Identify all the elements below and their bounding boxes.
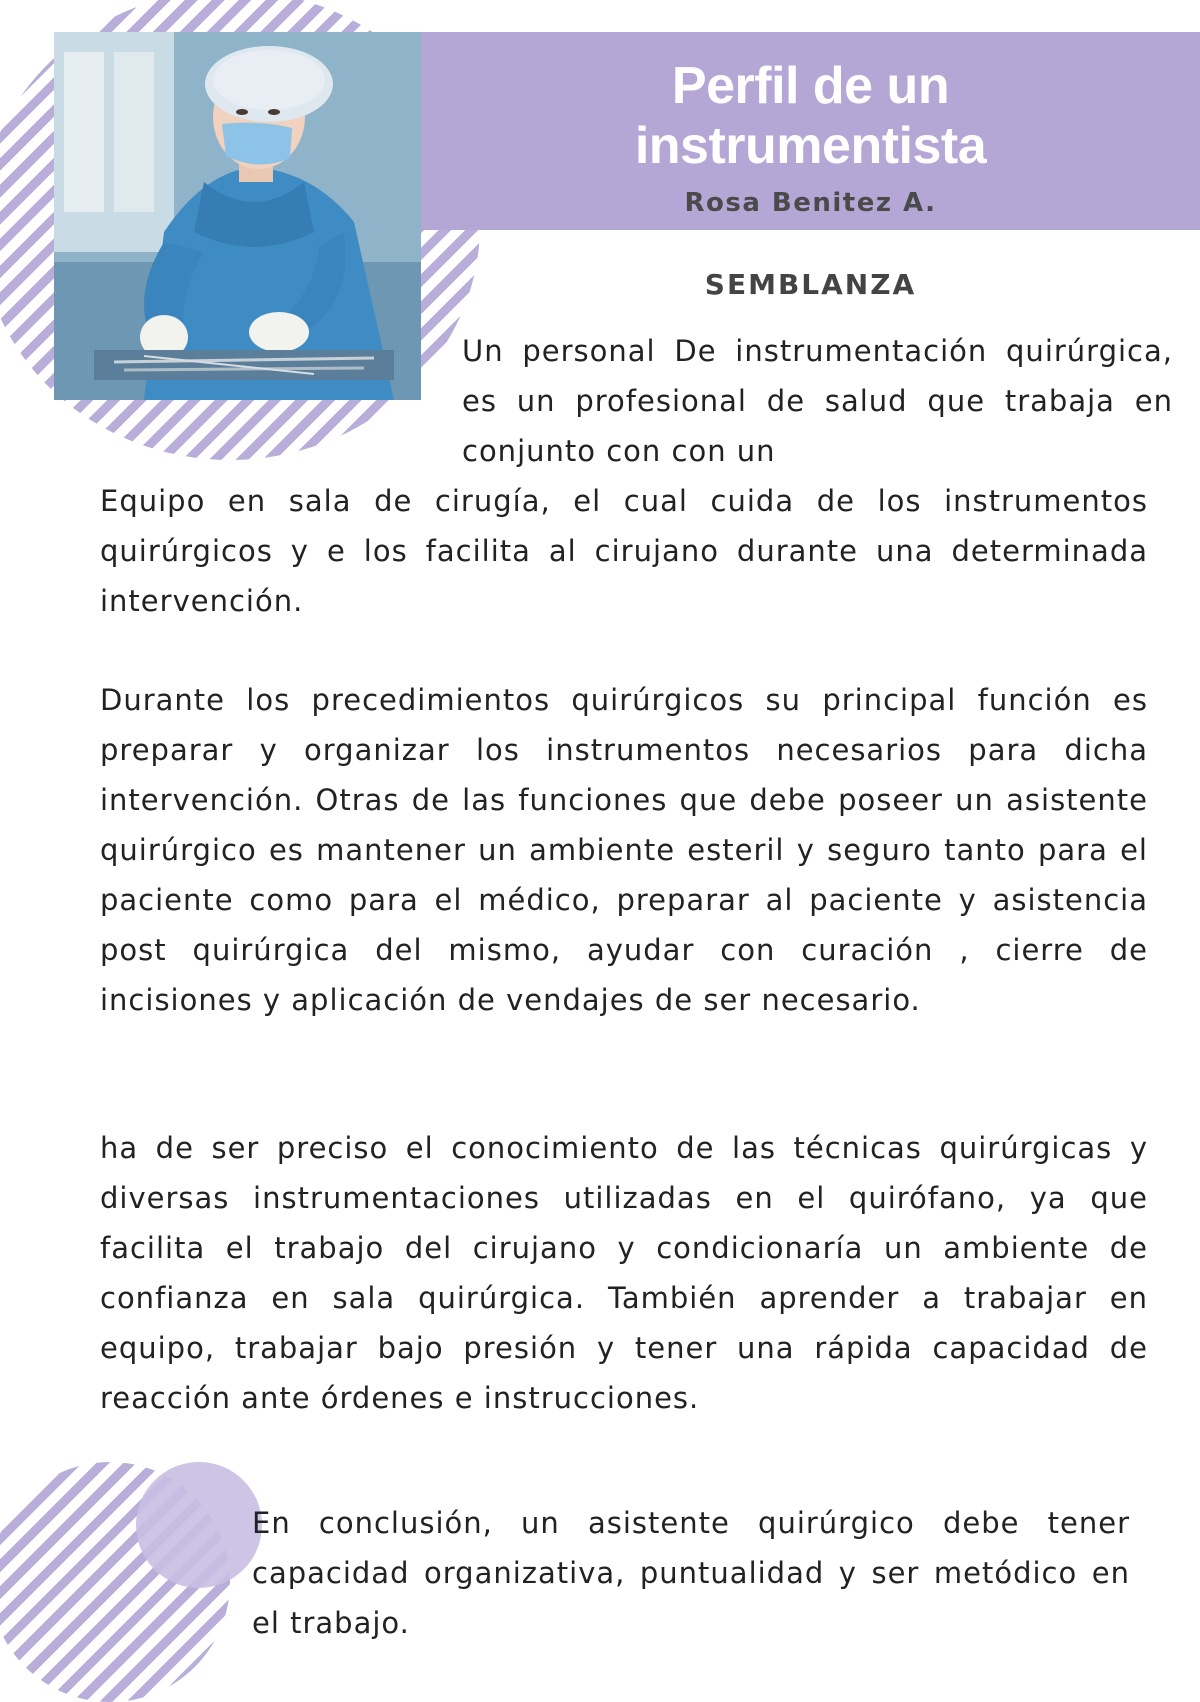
section-heading: SEMBLANZA: [704, 268, 917, 301]
intro-paragraph-part-2: Equipo en sala de cirugía, el cual cuida de los instrumentos quirúrgicos y e los facilita al cirujano durante una determinada intervención.: [100, 484, 1148, 618]
decorative-solid-circle-bottom: [136, 1462, 262, 1588]
header-band: [421, 32, 1200, 230]
title-line-1: Perfil de un: [671, 57, 950, 115]
surgical-nurse-photo: [54, 32, 421, 400]
intro-paragraph-part-1: Un personal De instrumentación quirúrgica, es un profesional de salud que trabaja en conjunto con con un: [462, 334, 1173, 468]
conclusion-paragraph: En conclusión, un asistente quirúrgico debe tener capacidad organizativa, puntualidad y ser metódico en el trabajo.: [252, 1506, 1130, 1640]
functions-paragraph: Durante los precedimientos quirúrgicos su principal función es preparar y organizar los instrumentos necesarios para dicha intervención. Otras de las funciones que debe poseer un asistente quirúrgico es mantener un ambiente esteril y seguro tanto para el paciente como para el médico, preparar al paciente y asistencia post quirúrgica del mismo, ayudar con curación , cierre de incisiones y aplicación de vendajes de ser necesario.: [100, 683, 1148, 1017]
knowledge-paragraph: ha de ser preciso el conocimiento de las técnicas quirúrgicas y diversas instrumentaciones utilizadas en el quirófano, ya que facilita el trabajo del cirujano y condicionaría un ambiente de confianza en sala quirúrgica. También aprender a trabajar en equipo, trabajar bajo presión y tener una rápida capacidad de reacción ante órdenes e instrucciones.: [100, 1131, 1148, 1415]
author-name: Rosa Benitez A.: [684, 188, 937, 218]
title-line-2: instrumentista: [634, 117, 987, 175]
page-title: [421, 56, 1200, 176]
